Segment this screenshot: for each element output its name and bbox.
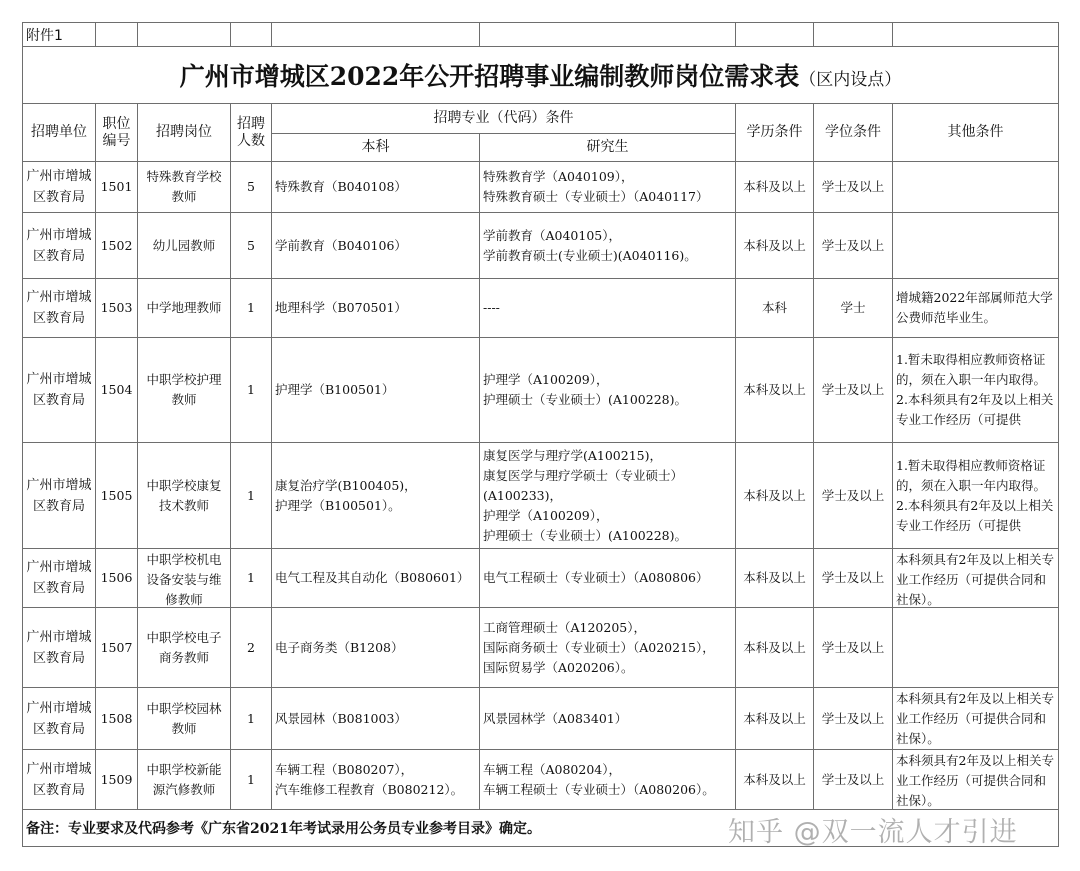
count-text: 1 xyxy=(247,570,255,585)
code-text: 1506 xyxy=(100,570,133,585)
table-row xyxy=(23,549,1059,608)
attachment-label: 附件1 xyxy=(23,23,96,47)
table-row xyxy=(23,443,1059,549)
code-text: 1509 xyxy=(100,771,133,787)
header-other: 其他条件 xyxy=(893,104,1059,162)
cell-count xyxy=(231,688,272,750)
undergrad-text: 车辆工程（B080207）， 汽车维修工程教育（B080212）。 xyxy=(275,761,464,797)
other-text: 本科须具有2年及以上相关专业工作经历（可提供合同和社保）。 xyxy=(896,690,1054,746)
cell-code xyxy=(96,688,138,750)
cell-post xyxy=(138,443,231,549)
other-text: 1.暂未取得相应教师资格证的，须在入职一年内取得。 2.本科须具有2年及以上相关专业工作经历（可提供 xyxy=(896,352,1054,427)
page-title xyxy=(23,47,1059,104)
cell-education xyxy=(736,279,814,338)
cell-education xyxy=(736,162,814,213)
post-text: 中职学校园林教师 xyxy=(146,700,222,736)
graduate-text: ---- xyxy=(483,300,500,315)
education-text: 本科及以上 xyxy=(743,639,806,655)
cell-undergrad xyxy=(272,549,480,608)
cell-graduate xyxy=(480,750,736,810)
cell-count xyxy=(231,443,272,549)
undergrad-text: 地理科学（B070501） xyxy=(275,300,407,315)
code-text: 1503 xyxy=(100,300,133,315)
cell-count xyxy=(231,213,272,279)
header-major-group: 招聘专业（代码）条件 xyxy=(272,104,736,134)
cell-graduate xyxy=(480,549,736,608)
code-text: 1507 xyxy=(100,639,133,655)
code-text: 1505 xyxy=(100,487,133,503)
header-code: 职位编号 xyxy=(96,104,138,162)
cell-education xyxy=(736,213,814,279)
graduate-text: 特殊教育学（A040109）， 特殊教育硕士（专业硕士）（A040117） xyxy=(483,169,709,204)
count-text: 1 xyxy=(247,771,255,787)
footnote: 备注：专业要求及代码参考《广东省2021年考试录用公务员专业参考目录》确定。 xyxy=(23,810,1059,847)
cell-post xyxy=(138,213,231,279)
cell-unit xyxy=(23,443,96,549)
cell-undergrad xyxy=(272,279,480,338)
cell-undergrad xyxy=(272,213,480,279)
degree-text: 学士及以上 xyxy=(821,639,885,655)
count-text: 1 xyxy=(247,382,255,397)
post-text: 中职学校护理教师 xyxy=(146,372,222,407)
post-text: 中职学校机电设备安装与维修教师 xyxy=(146,551,222,607)
cell-other xyxy=(893,213,1059,279)
post-text: 中职学校电子商务教师 xyxy=(146,629,222,665)
graduate-text: 工商管理硕士（A120205）， 国际商务硕士（专业硕士）（A020215）， 国际贸易学（A020206）。 xyxy=(483,619,715,675)
count-text: 1 xyxy=(247,710,255,726)
cell-graduate xyxy=(480,443,736,549)
post-text: 幼儿园教师 xyxy=(152,237,216,253)
cell-code xyxy=(96,213,138,279)
cell-education xyxy=(736,443,814,549)
undergrad-text: 电气工程及其自动化（B080601） xyxy=(275,570,470,585)
undergrad-text: 护理学（B100501） xyxy=(275,382,395,397)
unit-text: 广州市增城区教育局 xyxy=(26,290,92,326)
header-post: 招聘岗位 xyxy=(138,104,231,162)
graduate-text: 电气工程硕士（专业硕士）（A080806） xyxy=(483,570,709,585)
header-count: 招聘人数 xyxy=(231,104,272,162)
cell-code xyxy=(96,162,138,213)
cell-education xyxy=(736,688,814,750)
cell-graduate xyxy=(480,213,736,279)
cell-count xyxy=(231,549,272,608)
cell-degree xyxy=(814,443,893,549)
post-text: 中职学校康复技术教师 xyxy=(146,477,222,513)
cell-undergrad xyxy=(272,750,480,810)
title-text: 广州市增城区2022年公开招聘事业编制教师岗位需求表 xyxy=(179,62,800,91)
education-text: 本科及以上 xyxy=(743,237,806,253)
table-row xyxy=(23,608,1059,688)
cell-graduate xyxy=(480,688,736,750)
unit-text: 广州市增城区教育局 xyxy=(26,477,92,514)
count-text: 5 xyxy=(247,179,255,194)
header-degree: 学位条件 xyxy=(814,104,893,162)
cell-post xyxy=(138,338,231,443)
education-text: 本科及以上 xyxy=(743,179,806,194)
cell-code xyxy=(96,443,138,549)
post-text: 中职学校新能源汽修教师 xyxy=(146,761,222,797)
cell-education xyxy=(736,549,814,608)
header-graduate: 研究生 xyxy=(480,134,736,162)
cell-unit xyxy=(23,688,96,750)
cell-undergrad xyxy=(272,162,480,213)
cell-count xyxy=(231,338,272,443)
title-row xyxy=(23,47,1059,104)
cell-other xyxy=(893,549,1059,608)
unit-text: 广州市增城区教育局 xyxy=(26,372,92,408)
table-row xyxy=(23,279,1059,338)
cell-undergrad xyxy=(272,443,480,549)
degree-text: 学士及以上 xyxy=(821,237,885,253)
degree-text: 学士及以上 xyxy=(821,382,885,397)
post-text: 特殊教育学校教师 xyxy=(146,169,222,204)
cell-other xyxy=(893,750,1059,810)
undergrad-text: 电子商务类（B1208） xyxy=(275,639,404,655)
cell-degree xyxy=(814,688,893,750)
cell-unit xyxy=(23,338,96,443)
cell-graduate xyxy=(480,279,736,338)
cell-code xyxy=(96,279,138,338)
graduate-text: 风景园林学（A083401） xyxy=(483,710,628,726)
code-text: 1504 xyxy=(100,382,133,397)
count-text: 1 xyxy=(247,487,255,503)
header-education: 学历条件 xyxy=(736,104,814,162)
cell-other xyxy=(893,279,1059,338)
other-text: 本科须具有2年及以上相关专业工作经历（可提供合同和社保）。 xyxy=(896,551,1054,607)
cell-graduate xyxy=(480,608,736,688)
header-unit: 招聘单位 xyxy=(23,104,96,162)
unit-text: 广州市增城区教育局 xyxy=(26,761,92,798)
undergrad-text: 风景园林（B081003） xyxy=(275,710,407,726)
count-text: 1 xyxy=(247,300,255,315)
degree-text: 学士 xyxy=(840,300,866,315)
watermark: 知乎 @双一流人才引进 xyxy=(728,817,1018,848)
graduate-text: 护理学（A100209）， 护理硕士（专业硕士）(A100228)。 xyxy=(483,372,687,407)
undergrad-text: 康复治疗学(B100405)， 护理学（B100501）。 xyxy=(275,477,417,513)
cell-code xyxy=(96,750,138,810)
unit-text: 广州市增城区教育局 xyxy=(26,227,92,264)
education-text: 本科及以上 xyxy=(743,570,806,585)
cell-post xyxy=(138,750,231,810)
cell-other xyxy=(893,688,1059,750)
unit-text: 广州市增城区教育局 xyxy=(26,700,92,737)
cell-undergrad xyxy=(272,608,480,688)
cell-unit xyxy=(23,279,96,338)
cell-code xyxy=(96,338,138,443)
cell-degree xyxy=(814,750,893,810)
unit-text: 广州市增城区教育局 xyxy=(26,629,92,666)
code-text: 1502 xyxy=(100,237,133,253)
education-text: 本科及以上 xyxy=(743,487,806,503)
cell-education xyxy=(736,608,814,688)
cell-post xyxy=(138,162,231,213)
cell-degree xyxy=(814,279,893,338)
table-row xyxy=(23,338,1059,443)
cell-code xyxy=(96,608,138,688)
table-body xyxy=(23,162,1059,810)
count-text: 2 xyxy=(247,639,255,655)
cell-undergrad xyxy=(272,338,480,443)
cell-count xyxy=(231,750,272,810)
cell-other xyxy=(893,162,1059,213)
code-text: 1508 xyxy=(100,710,133,726)
cell-undergrad xyxy=(272,688,480,750)
graduate-text: 车辆工程（A080204）， 车辆工程硕士（专业硕士）（A080206）。 xyxy=(483,761,715,797)
cell-degree xyxy=(814,608,893,688)
cell-other xyxy=(893,338,1059,443)
degree-text: 学士及以上 xyxy=(821,771,885,787)
cell-post xyxy=(138,549,231,608)
education-text: 本科及以上 xyxy=(743,382,806,397)
cell-post xyxy=(138,688,231,750)
code-text: 1501 xyxy=(100,179,133,194)
cell-post xyxy=(138,608,231,688)
table-row xyxy=(23,750,1059,810)
degree-text: 学士及以上 xyxy=(821,179,885,194)
cell-unit xyxy=(23,608,96,688)
cell-count xyxy=(231,279,272,338)
cell-education xyxy=(736,750,814,810)
education-text: 本科及以上 xyxy=(743,710,806,726)
degree-text: 学士及以上 xyxy=(821,570,885,585)
other-text: 1.暂未取得相应教师资格证的，须在入职一年内取得。 2.本科须具有2年及以上相关专业工作经历（可提供 xyxy=(896,457,1054,533)
degree-text: 学士及以上 xyxy=(821,710,885,726)
education-text: 本科及以上 xyxy=(743,771,806,787)
cell-degree xyxy=(814,213,893,279)
cell-unit xyxy=(23,213,96,279)
recruitment-table xyxy=(22,22,1059,847)
cell-other xyxy=(893,443,1059,549)
unit-text: 广州市增城区教育局 xyxy=(26,169,92,205)
degree-text: 学士及以上 xyxy=(821,487,885,503)
unit-text: 广州市增城区教育局 xyxy=(26,560,92,596)
count-text: 5 xyxy=(247,237,255,253)
attachment-row xyxy=(23,23,1059,47)
cell-post xyxy=(138,279,231,338)
cell-degree xyxy=(814,549,893,608)
undergrad-text: 特殊教育（B040108） xyxy=(275,179,407,194)
title-suffix: （区内设点） xyxy=(799,70,902,90)
cell-count xyxy=(231,162,272,213)
cell-code xyxy=(96,549,138,608)
table-row xyxy=(23,688,1059,750)
header-row xyxy=(23,104,1059,134)
post-text: 中学地理教师 xyxy=(146,300,222,315)
cell-degree xyxy=(814,338,893,443)
header-undergrad: 本科 xyxy=(272,134,480,162)
other-text: 本科须具有2年及以上相关专业工作经历（可提供合同和社保）。 xyxy=(896,752,1054,808)
cell-unit xyxy=(23,162,96,213)
education-text: 本科 xyxy=(761,300,787,315)
graduate-text: 学前教育（A040105）， 学前教育硕士(专业硕士)(A040116)。 xyxy=(483,227,697,263)
table-row xyxy=(23,213,1059,279)
cell-graduate xyxy=(480,162,736,213)
cell-education xyxy=(736,338,814,443)
cell-unit xyxy=(23,549,96,608)
cell-count xyxy=(231,608,272,688)
other-text: 增城籍2022年部属师范大学公费师范毕业生。 xyxy=(896,290,1053,325)
cell-other xyxy=(893,608,1059,688)
undergrad-text: 学前教育（B040106） xyxy=(275,237,407,253)
graduate-text: 康复医学与理疗学(A100215)， 康复医学与理疗学硕士（专业硕士）(A100233)， 护理学（A100209）， 护理硕士（专业硕士）(A100228)。 xyxy=(483,447,687,543)
cell-graduate xyxy=(480,338,736,443)
cell-unit xyxy=(23,750,96,810)
table-row xyxy=(23,162,1059,213)
cell-degree xyxy=(814,162,893,213)
